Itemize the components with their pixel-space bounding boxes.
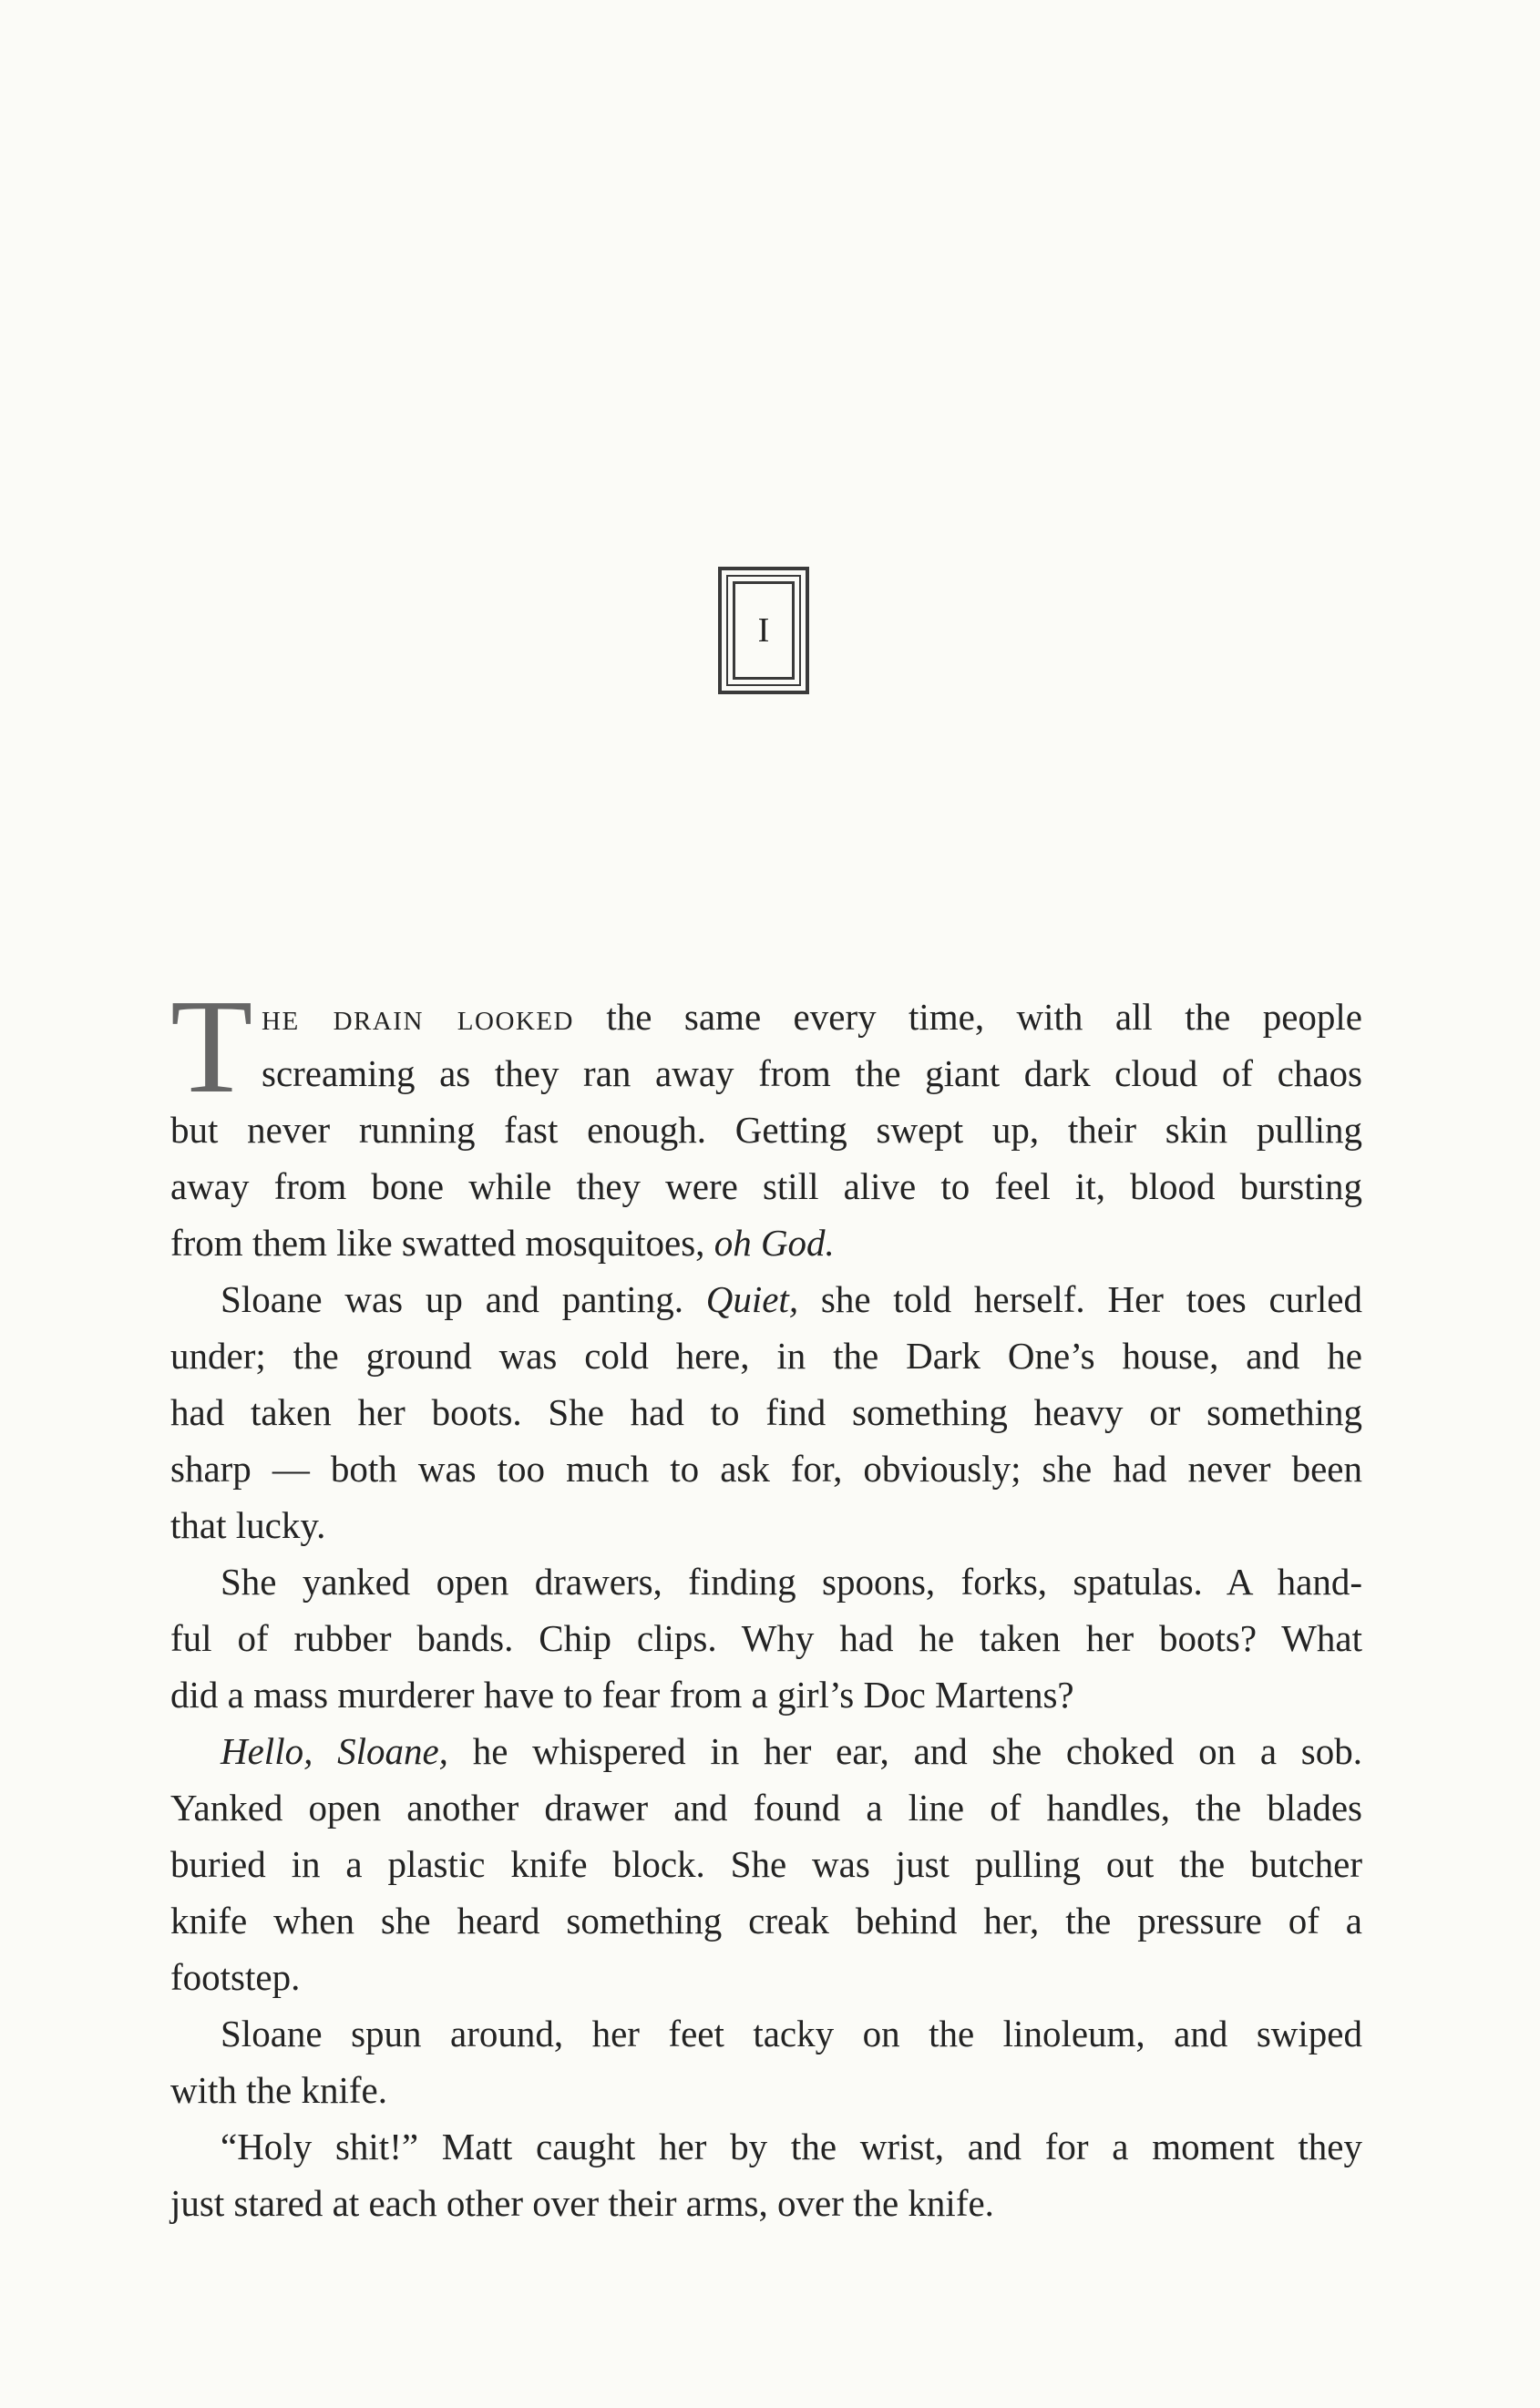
text-line: but never running fast enough. Getting swept up, their skin pulling bbox=[170, 1109, 1362, 1151]
text-line: Yanked open another drawer and found a line of handles, the blades bbox=[170, 1787, 1362, 1829]
text-line: sharp — both was too much to ask for, obviously; she had never been bbox=[170, 1448, 1362, 1490]
text-line: under; the ground was cold here, in the Dark One’s house, and he bbox=[170, 1335, 1362, 1377]
chapter-number-box bbox=[718, 567, 809, 694]
text-line: just stared at each other over their arms, over the knife. bbox=[170, 2182, 994, 2224]
text-line: knife when she heard something creak behind her, the pressure of a bbox=[170, 1900, 1362, 1942]
italic-fragment: Hello, Sloane, bbox=[221, 1730, 448, 1772]
chapter-box-inner-frame bbox=[726, 575, 801, 686]
text-fragment: she told herself. Her toes curled bbox=[798, 1278, 1362, 1320]
text-line bbox=[170, 1271, 1362, 1327]
text-line: had taken her boots. She had to find something heavy or something bbox=[170, 1391, 1362, 1433]
text-line bbox=[170, 989, 1362, 1045]
text-fragment: he whispered in her ear, and she choked on a sob. bbox=[447, 1730, 1362, 1772]
italic-fragment: Quiet, bbox=[705, 1278, 799, 1320]
drop-cap: T bbox=[170, 972, 253, 1122]
text-fragment: from them like swatted mosquitoes, bbox=[170, 1222, 714, 1264]
text-line: “Holy shit!” Matt caught her by the wrist, and for a moment they bbox=[221, 2126, 1362, 2167]
text-line bbox=[170, 1214, 1362, 1271]
text-line: did a mass murderer have to fear from a girl’s Doc Martens? bbox=[170, 1674, 1074, 1716]
italic-fragment: oh God. bbox=[714, 1222, 835, 1264]
text-line: She yanked open drawers, finding spoons, forks, spatulas. A hand- bbox=[221, 1561, 1362, 1603]
opening-small-caps: he drain looked bbox=[262, 996, 574, 1038]
text-fragment: Sloane was up and panting. bbox=[221, 1278, 706, 1320]
text-line: buried in a plastic knife block. She was just pulling out the butcher bbox=[170, 1843, 1362, 1885]
text-line: away from bone while they were still alive to feel it, blood bursting bbox=[170, 1165, 1362, 1207]
text-line: ful of rubber bands. Chip clips. Why had he taken her boots? What bbox=[170, 1617, 1362, 1659]
opening-line-rest: the same every time, with all the people bbox=[574, 996, 1362, 1038]
text-line: Sloane spun around, her feet tacky on the linoleum, and swiped bbox=[221, 2013, 1362, 2054]
text-line: that lucky. bbox=[170, 1504, 326, 1546]
text-line: footstep. bbox=[170, 1956, 301, 1998]
chapter-number: I bbox=[733, 581, 795, 680]
text-line bbox=[170, 1723, 1362, 1779]
text-line: screaming as they ran away from the giant dark cloud of chaos bbox=[262, 1052, 1362, 1094]
body-text bbox=[170, 972, 1362, 2231]
text-line: with the knife. bbox=[170, 2069, 387, 2111]
